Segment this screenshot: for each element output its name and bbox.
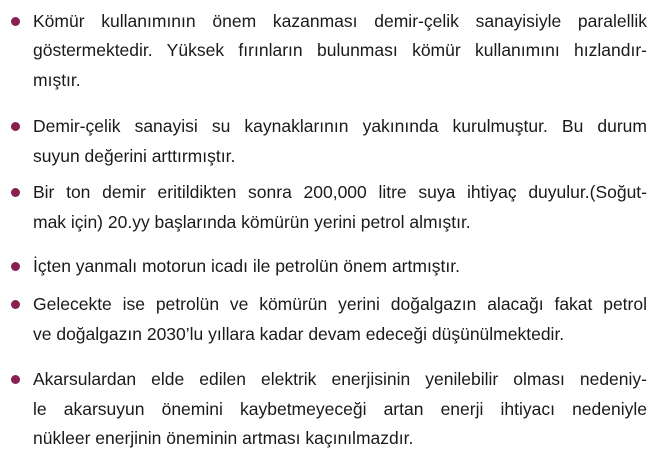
text-line: Akarsulardan elde edilen elektrik enerjisinin yenilebilir olması nedeniy-: [33, 369, 647, 389]
text-line: göstermektedir. Yüksek fırınların bulunması kömür kullanımını hızlandır-: [33, 40, 647, 60]
text-line: Gelecekte ise petrolün ve kömürün yerini doğalgazın alacağı fakat petrol: [33, 294, 647, 314]
bullet-dot-icon: [11, 262, 20, 271]
text-line: suyun değerini arttırmıştır.: [33, 146, 236, 166]
text-line: Kömür kullanımının önem kazanması demir-çelik sanayisiyle paralellik: [33, 11, 647, 31]
bullet-dot-icon: [11, 375, 20, 384]
text-line: mak için) 20.yy başlarında kömürün yerini petrol almıştır.: [33, 212, 471, 232]
bullet-dot-icon: [11, 300, 20, 309]
text-line: Demir-çelik sanayisi su kaynaklarının yakınında kurulmuştur. Bu durum: [33, 116, 647, 136]
text-line: mıştır.: [33, 70, 81, 90]
bullet-dot-icon: [11, 122, 20, 131]
text-line: Bir ton demir eritildikten sonra 200,000 litre suya ihtiyaç duyulur.(Soğut-: [33, 182, 647, 202]
text-line: le akarsuyun önemini kaybetmeyeceği artan enerji ihtiyacı nedeniyle: [33, 399, 647, 419]
bullet-dot-icon: [11, 188, 20, 197]
text-line: nükleer enerjinin öneminin artması kaçınılmazdır.: [33, 428, 414, 448]
text-line: ve doğalgazın 2030’lu yıllara kadar devam edeceği düşünülmektedir.: [33, 324, 565, 344]
bullet-dot-icon: [11, 17, 20, 26]
text-line: İçten yanmalı motorun icadı ile petrolün önem artmıştır.: [33, 256, 460, 276]
